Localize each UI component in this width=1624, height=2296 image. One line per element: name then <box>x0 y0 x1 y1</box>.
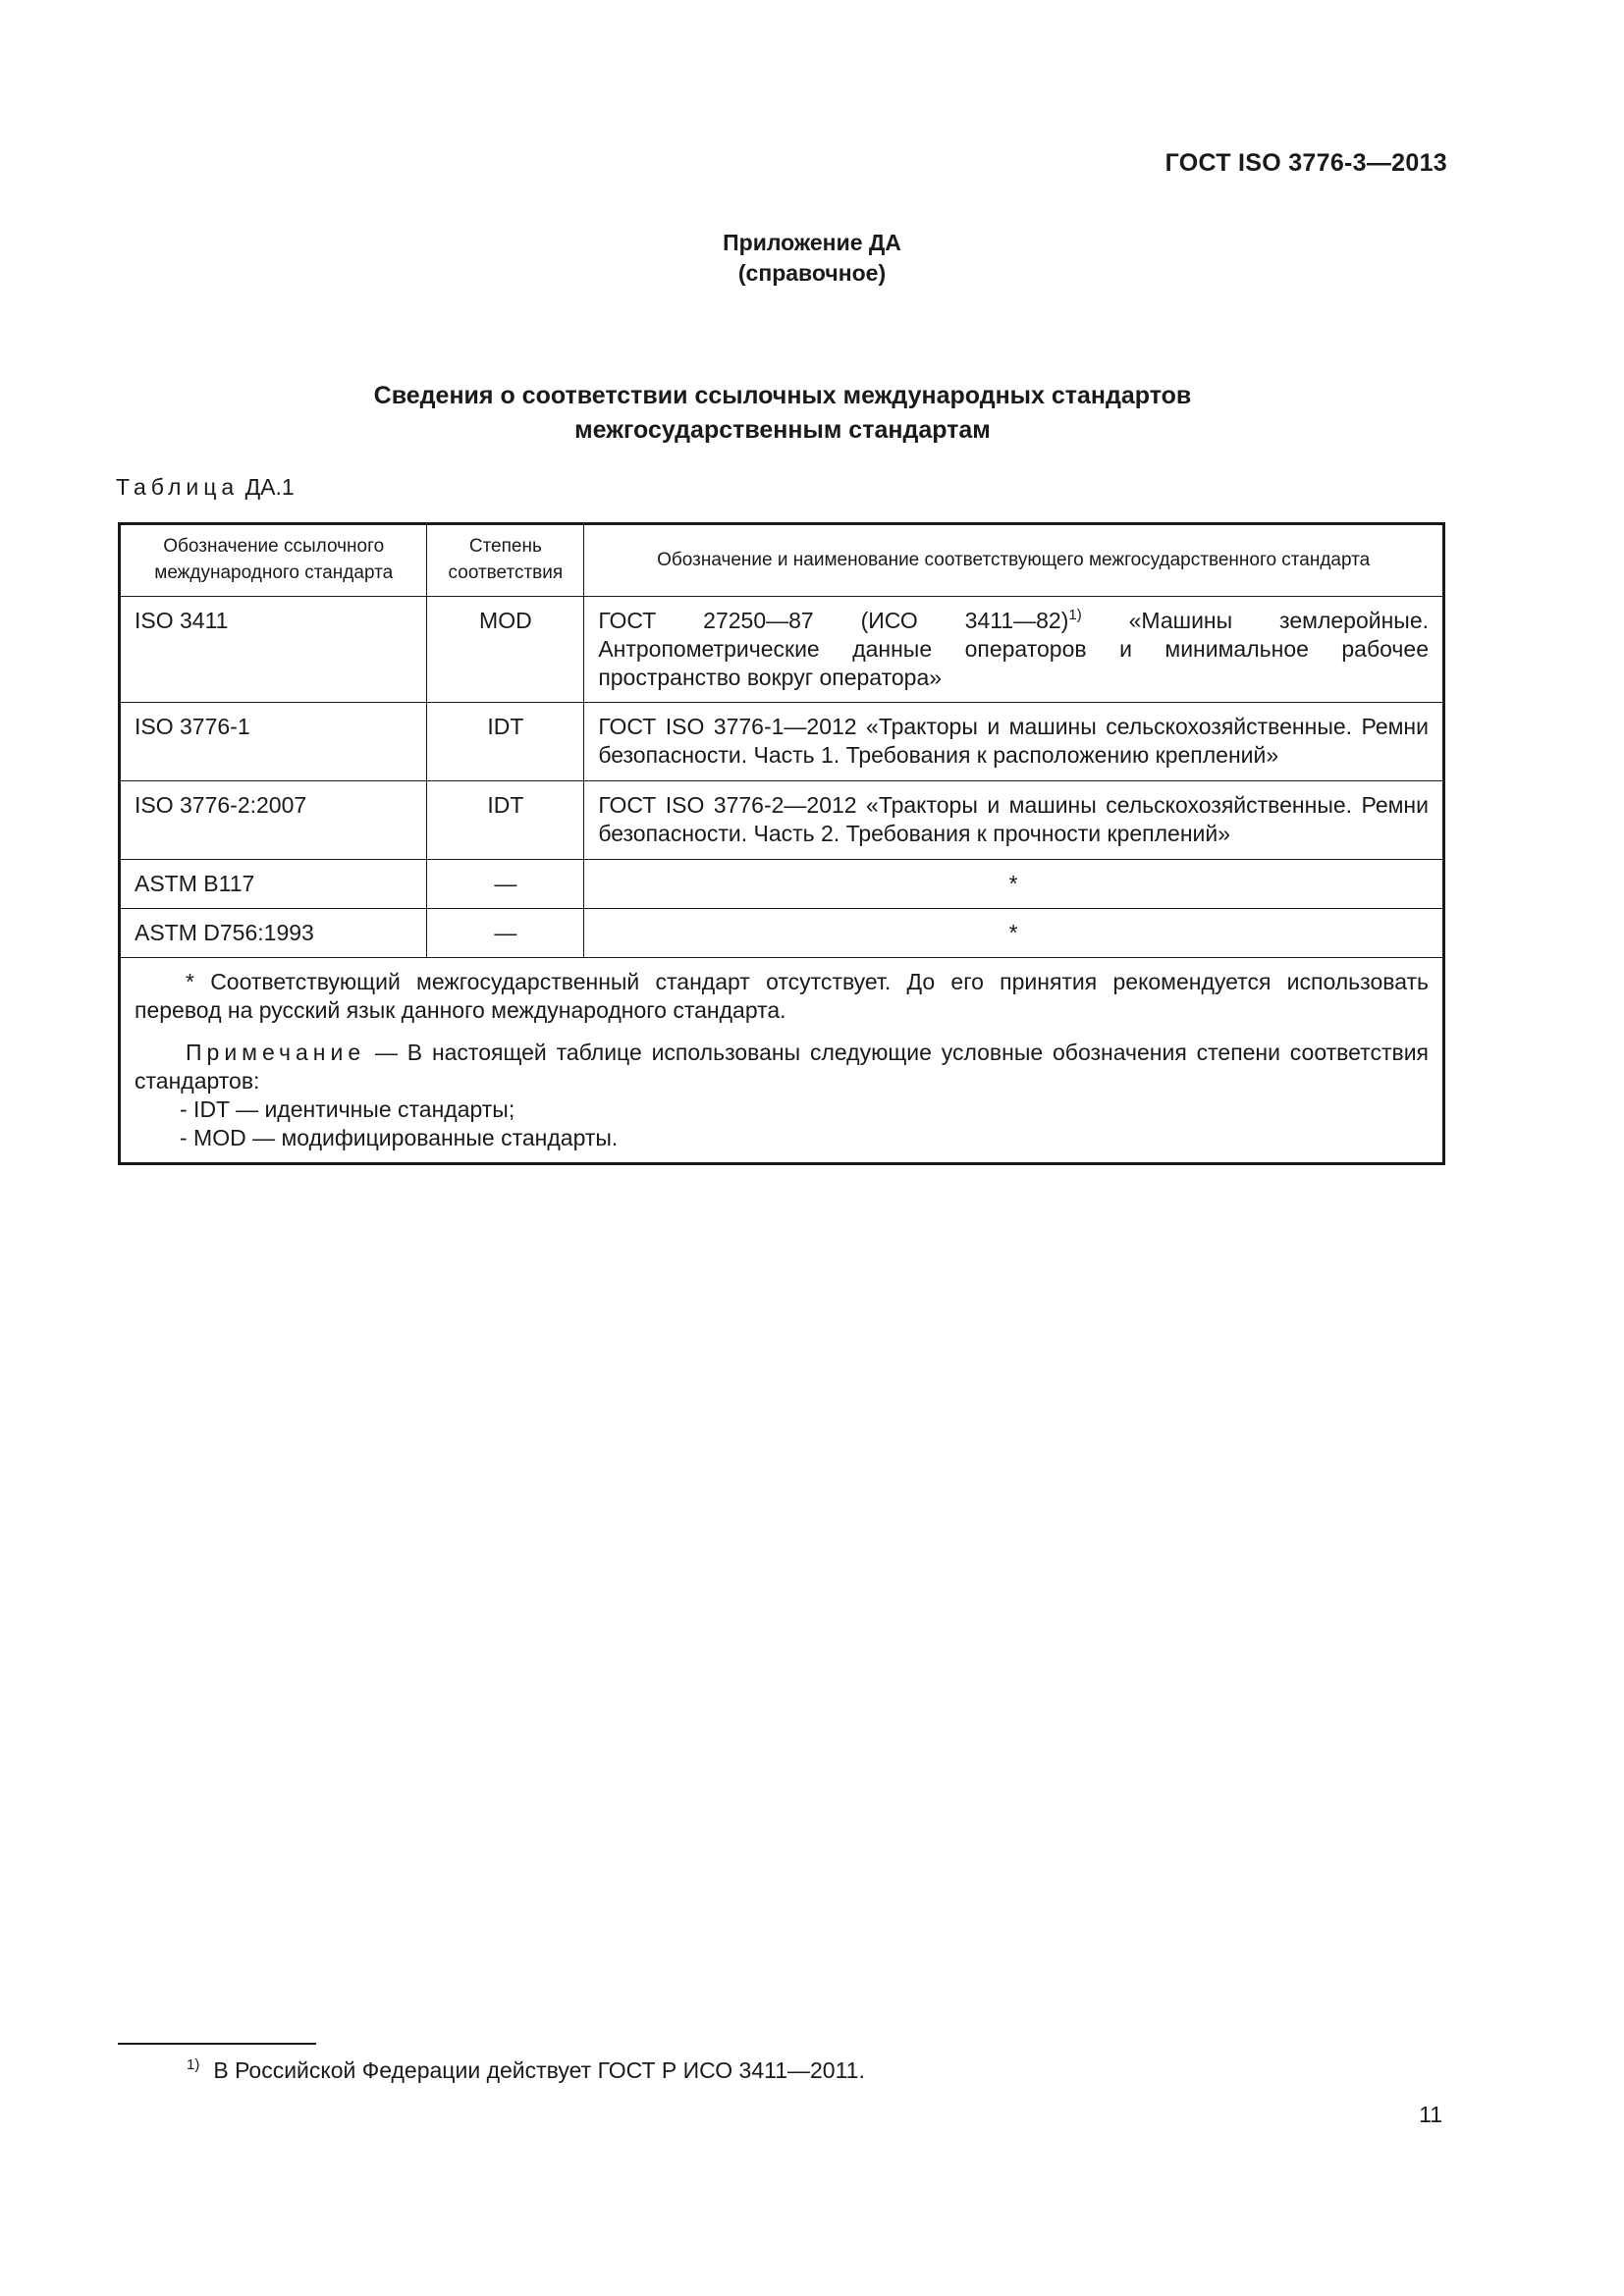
cell-standard-name: ГОСТ ISO 3776-2—2012 «Тракторы и машины сельскохозяйственные. Ремни безопасности. Часть 2. Требования к прочности креплений» <box>584 781 1444 860</box>
note-item-idt: - IDT — идентичные стандарты; <box>180 1096 515 1122</box>
cell-reference: ASTM D756:1993 <box>120 909 427 958</box>
correspondence-table <box>118 522 1445 1165</box>
cell-degree: IDT <box>427 703 584 781</box>
table-note <box>135 1039 1429 1095</box>
standard-code: ГОСТ ISO 3776-3—2013 <box>1164 149 1447 177</box>
cell-standard-name: ГОСТ ISO 3776-1—2012 «Тракторы и машины сельскохозяйственные. Ремни безопасности. Часть 1. Требования к расположению креплений» <box>584 703 1444 781</box>
page-number: 11 <box>1419 2102 1442 2127</box>
note-label: Примечание <box>186 1040 366 1065</box>
cell-reference: ASTM B117 <box>120 860 427 909</box>
document-title <box>0 379 1565 448</box>
document-title-line-2: межгосударственным стандартам <box>574 416 991 444</box>
cell-reference: ISO 3776-1 <box>120 703 427 781</box>
page-footnote <box>187 2057 865 2084</box>
annex-title: Приложение ДА <box>723 230 901 255</box>
cell-reference: ISO 3411 <box>120 597 427 703</box>
document-title-line-1: Сведения о соответствии ссылочных международных стандартов <box>373 382 1192 409</box>
cell-reference: ISO 3776-2:2007 <box>120 781 427 860</box>
column-header-interstate-standard: Обозначение и наименование соответствующего межгосударственного стандарта <box>584 524 1444 597</box>
column-header-degree: Степень соответствия <box>427 524 584 597</box>
table-notes-row <box>120 958 1444 1164</box>
page-footnote-marker: 1) <box>187 2056 200 2073</box>
annex-heading <box>0 228 1624 289</box>
cell-standard-name: * <box>584 860 1444 909</box>
footnote-separator <box>118 2043 316 2045</box>
table-label <box>116 474 295 501</box>
table-row <box>120 781 1444 860</box>
annex-subtitle: (справочное) <box>737 260 887 286</box>
table-row <box>120 860 1444 909</box>
table-notes-cell <box>120 958 1444 1164</box>
footnote-marker: 1) <box>1068 607 1082 623</box>
table-label-number: ДА.1 <box>244 474 295 500</box>
table-label-word: Таблица <box>116 474 240 500</box>
table-row <box>120 909 1444 958</box>
table-row <box>120 703 1444 781</box>
cell-degree: — <box>427 909 584 958</box>
cell-degree: IDT <box>427 781 584 860</box>
note-text: — В настоящей таблице использованы следующие условные обозначения степени соответствия стандартов: <box>135 1040 1429 1094</box>
column-header-reference: Обозначение ссылочного международного стандарта <box>120 524 427 597</box>
cell-degree: MOD <box>427 597 584 703</box>
table-footnote: * Соответствующий межгосударственный стандарт отсутствует. До его принятия рекомендуется использовать перевод на русский язык данного международного стандарта. <box>135 969 1429 1023</box>
standard-name-text-continued: «Машины землеройные. Антропометрические данные операторов и минимальное рабочее пространство вокруг оператора» <box>598 608 1430 690</box>
cell-standard-name <box>584 597 1444 703</box>
page-footnote-text: В Российской Федерации действует ГОСТ Р ИСО 3411—2011. <box>213 2057 865 2083</box>
table-row <box>120 597 1444 703</box>
table-header-row <box>120 524 1444 597</box>
cell-degree: — <box>427 860 584 909</box>
standard-name-text: ГОСТ 27250—87 (ИСО 3411—82) <box>598 608 1069 633</box>
cell-standard-name: * <box>584 909 1444 958</box>
note-item-mod: - MOD — модифицированные стандарты. <box>180 1125 619 1150</box>
